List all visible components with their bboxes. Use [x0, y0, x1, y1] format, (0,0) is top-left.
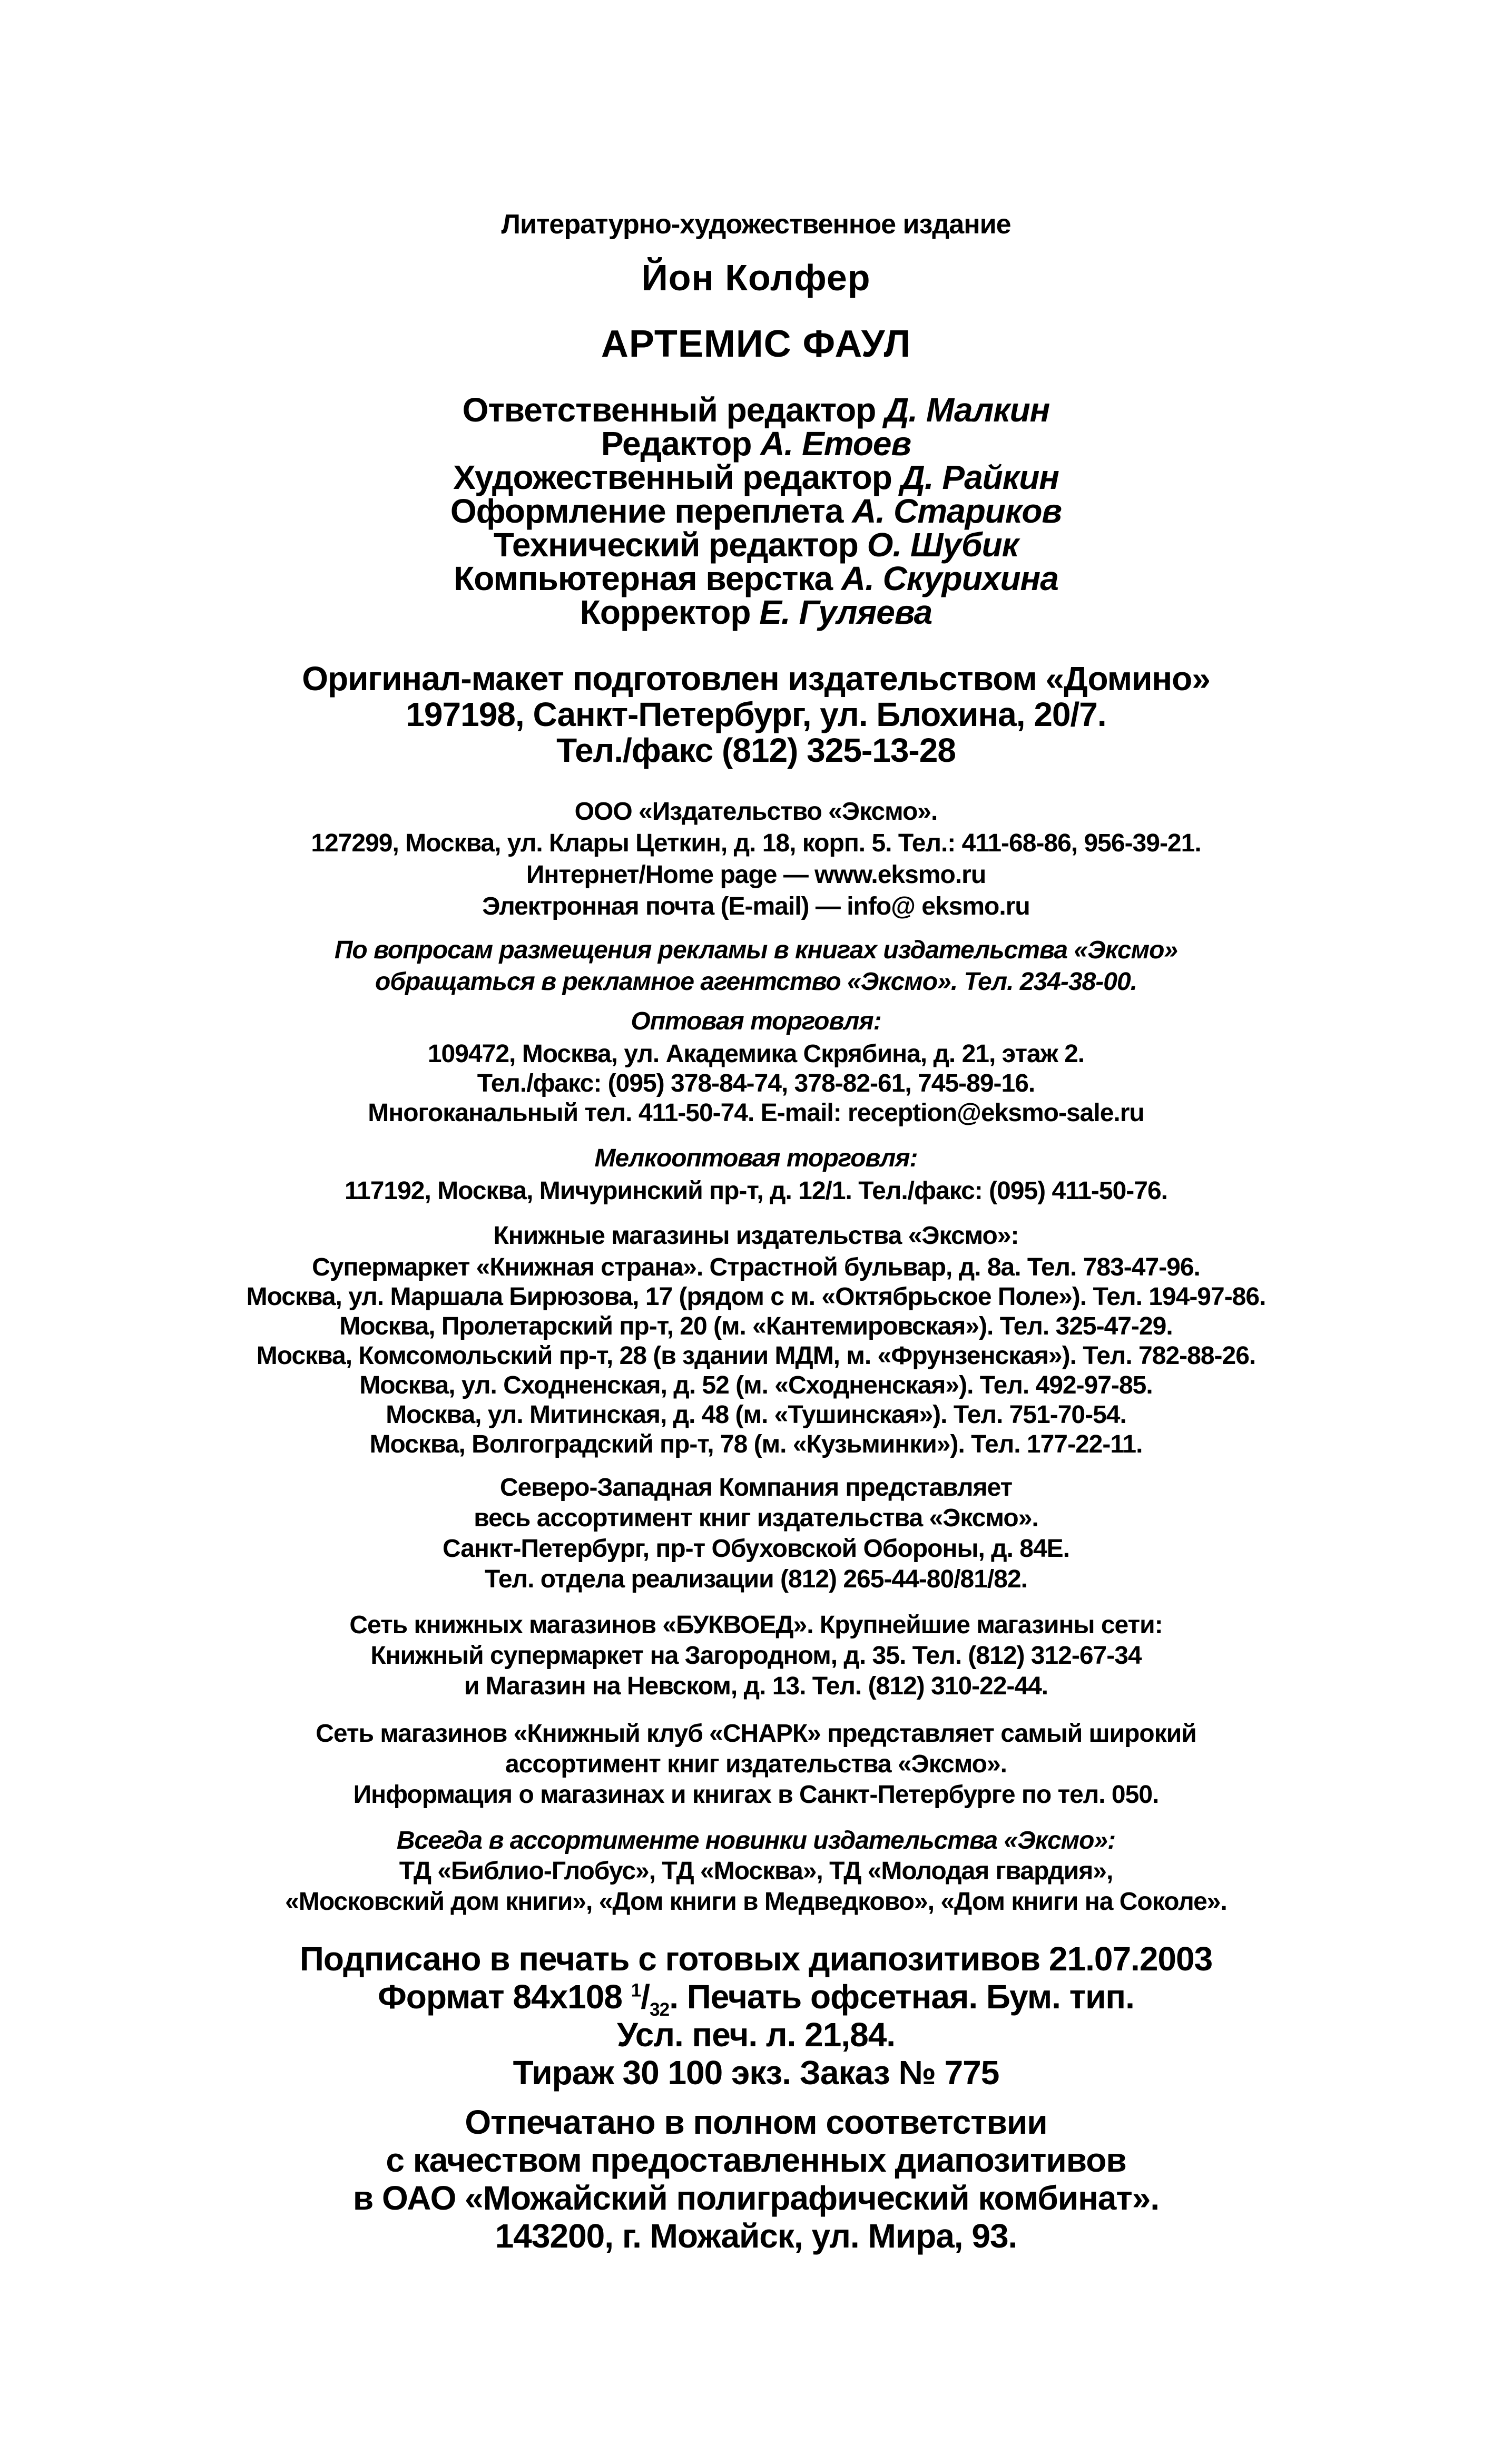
- northwest-line: Санкт-Петербург, пр-т Обуховской Обороны, д. 84Е.: [442, 1535, 1070, 1563]
- store-line: Москва, Пролетарский пр-т, 20 (м. «Кантемировская»). Тел. 325-47-29.: [339, 1312, 1173, 1340]
- credit-line: [132, 525, 1380, 564]
- bukvoed-line: [132, 1610, 1380, 1641]
- credit-line: [132, 491, 1380, 530]
- publisher-block: [132, 797, 1380, 923]
- store-line: Москва, ул. Сходненская, д. 52 (м. «Сходненская»). Тел. 492-97-85.: [359, 1371, 1153, 1399]
- publisher-web: Интернет/Home page — www.eksmo.ru: [526, 861, 986, 889]
- genre-line: Литературно-художественное издание: [501, 209, 1011, 240]
- small-wholesale-block: [132, 1143, 1380, 1205]
- format-denominator: 32: [650, 1999, 670, 2020]
- wholesale-line: Многоканальный тел. 411-50-74. E-mail: reception@eksmo-sale.ru: [368, 1099, 1144, 1127]
- printer-line: с качеством предоставленных диапозитивов: [386, 2141, 1126, 2179]
- email-label: Электронная почта (E-mail) —: [482, 892, 840, 920]
- layout-line: 197198, Санкт-Петербург, ул. Блохина, 20/7.: [406, 695, 1106, 733]
- credit-line: [132, 424, 1380, 463]
- layout-line: Оригинал-макет подготовлен издательством «Домино»: [302, 660, 1210, 698]
- stores-heading: Книжные магазины издательства «Эксмо»:: [493, 1222, 1019, 1250]
- credit-role: Ответственный редактор: [462, 391, 876, 429]
- wholesale-line: Тел./факс: (095) 378-84-74, 378-82-61, 745-89-16.: [477, 1070, 1035, 1097]
- small-wholesale-line: 117192, Москва, Мичуринский пр-т, д. 12/1. Тел./факс: (095) 411-50-76.: [344, 1177, 1168, 1205]
- store-line: Москва, Волгоградский пр-т, 78 (м. «Кузьминки»). Тел. 177-22-11.: [369, 1430, 1143, 1458]
- email-address: info@ eksmo.ru: [847, 892, 1030, 920]
- publisher-email-line: [132, 891, 1380, 923]
- always-line: «Московский дом книги», «Дом книги в Медведково», «Дом книги на Соколе».: [285, 1888, 1227, 1916]
- publisher-name: ООО «Издательство «Эксмо».: [574, 798, 938, 826]
- northwest-line: Тел. отдела реализации (812) 265-44-80/81/82.: [485, 1565, 1027, 1593]
- northwest-heading: весь ассортимент книг издательства «Эксмо».: [474, 1504, 1038, 1532]
- credit-role: Оформление переплета: [450, 492, 843, 530]
- credit-line: [132, 592, 1380, 631]
- print-info-block: [132, 1939, 1380, 2091]
- bukvoed-line: и Магазин на Невском, д. 13. Тел. (812) 310-22-44.: [464, 1672, 1048, 1700]
- snark-name: Сеть магазинов «Книжный клуб «СНАРК»: [316, 1720, 821, 1748]
- northwest-block: [132, 1473, 1380, 1595]
- book-title: АРТЕМИС ФАУЛ: [601, 323, 911, 365]
- wholesale-block: [132, 1006, 1380, 1127]
- print-line: Тираж 30 100 экз. Заказ № 775: [513, 2054, 999, 2092]
- publisher-address: 127299, Москва, ул. Клары Цеткин, д. 18, корп. 5. Тел.: 411-68-86, 956-39-21.: [311, 829, 1201, 857]
- credits-block: [132, 390, 1380, 631]
- credit-role: Технический редактор: [493, 526, 858, 564]
- wholesale-heading: Оптовая торговля:: [631, 1007, 881, 1035]
- printer-line: 143200, г. Можайск, ул. Мира, 93.: [495, 2217, 1017, 2255]
- bukvoed-line: Книжный супермаркет на Загородном, д. 35. Тел. (812) 312-67-34: [370, 1642, 1142, 1670]
- format-suffix: . Печать офсетная. Бум. тип.: [669, 1978, 1134, 2016]
- credit-line: [132, 457, 1380, 496]
- credit-person: А. Стариков: [852, 492, 1062, 530]
- credit-role: Художественный редактор: [453, 458, 892, 496]
- store-line: Москва, Комсомольский пр-т, 28 (в здании МДМ, м. «Фрунзенская»). Тел. 782-88-26.: [256, 1342, 1256, 1370]
- ads-line: обращаться в рекламное агентство «Эксмо». Тел. 234-38-00.: [375, 968, 1137, 996]
- always-block: [132, 1826, 1380, 1917]
- small-wholesale-heading: Мелкооптовая торговля:: [594, 1144, 918, 1172]
- credit-person: А. Етоев: [760, 425, 911, 463]
- format-line: Формат 84х108 $^1/_{32}$. Печать офсетная. Бум. тип.: [378, 1978, 1134, 2020]
- ads-block: [132, 935, 1380, 998]
- credit-role: Компьютерная верстка: [454, 560, 833, 597]
- credit-person: Д. Райкин: [900, 458, 1059, 496]
- printer-line: Отпечатано в полном соответствии: [465, 2103, 1047, 2141]
- ads-line: По вопросам размещения рекламы в книгах издательства «Эксмо»: [334, 936, 1178, 964]
- stores-block: [132, 1221, 1380, 1459]
- credit-role: Редактор: [601, 425, 752, 463]
- bukvoed-name: Сеть книжных магазинов «БУКВОЕД».: [349, 1611, 813, 1639]
- printer-line: в ОАО «Можайский полиграфический комбинат».: [352, 2179, 1160, 2217]
- credit-person: О. Шубик: [867, 526, 1019, 564]
- credit-person: Д. Малкин: [885, 391, 1050, 429]
- format-prefix: Формат 84х108: [378, 1978, 631, 2016]
- credit-role: Корректор: [580, 593, 751, 631]
- credit-line: [132, 558, 1380, 597]
- credit-person: А. Скурихина: [841, 560, 1058, 597]
- layout-line: Тел./факс (812) 325-13-28: [556, 731, 956, 769]
- always-line: ТД «Библио-Глобус», ТД «Москва», ТД «Молодая гвардия»,: [399, 1857, 1113, 1885]
- store-line: Москва, ул. Маршала Бирюзова, 17 (рядом с м. «Октябрьское Поле»). Тел. 194-97-86.: [246, 1283, 1266, 1311]
- format-numerator: 1: [631, 1980, 641, 2001]
- store-line: Супермаркет «Книжная страна». Страстной бульвар, д. 8а. Тел. 783-47-96.: [312, 1253, 1200, 1281]
- snark-block: [132, 1719, 1380, 1810]
- layout-source-block: [132, 659, 1380, 769]
- snark-line: ассортимент книг издательства «Эксмо».: [505, 1750, 1007, 1778]
- credit-line: [132, 390, 1380, 429]
- printer-block: [132, 2102, 1380, 2254]
- print-line: Подписано в печать с готовых диапозитивов 21.07.2003: [299, 1940, 1213, 1978]
- store-line: Москва, ул. Митинская, д. 48 (м. «Тушинская»). Тел. 751-70-54.: [386, 1401, 1126, 1429]
- wholesale-line: 109472, Москва, ул. Академика Скрябина, д. 21, этаж 2.: [427, 1040, 1085, 1068]
- print-line: Усл. печ. л. 21,84.: [616, 2016, 896, 2054]
- always-heading: Всегда в ассортименте новинки издательства «Эксмо»:: [396, 1827, 1116, 1855]
- snark-line: Информация о магазинах и книгах в Санкт-Петербурге по тел. 050.: [353, 1781, 1159, 1809]
- bukvoed-text: Крупнейшие магазины сети:: [813, 1611, 1163, 1639]
- snark-text: представляет самый широкий: [820, 1720, 1196, 1748]
- snark-line: [132, 1719, 1380, 1749]
- header-block: [132, 208, 1380, 379]
- author-name: Йон Колфер: [641, 257, 871, 298]
- credit-person: Е. Гуляева: [759, 593, 932, 631]
- northwest-heading: Северо-Западная Компания представляет: [499, 1474, 1013, 1502]
- bukvoed-block: [132, 1610, 1380, 1702]
